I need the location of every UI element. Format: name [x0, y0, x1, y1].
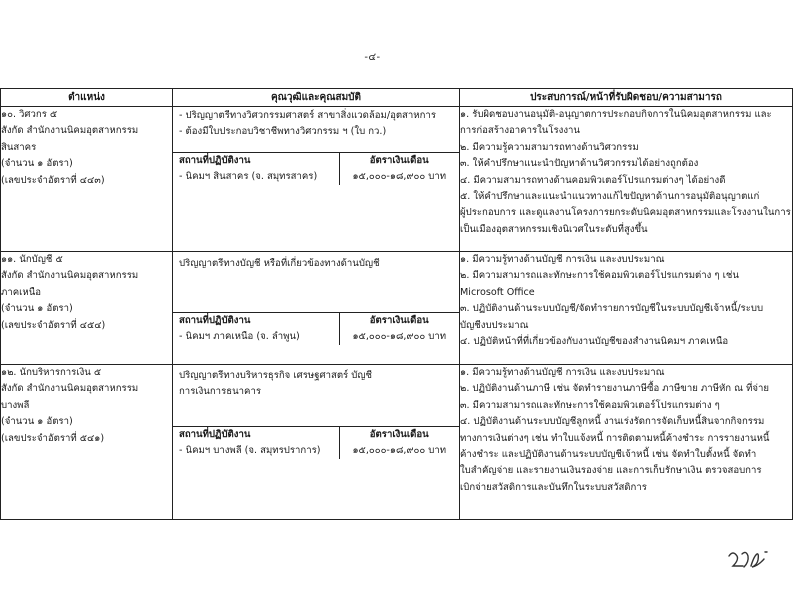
- experience-line: ๒. มีความรู้ความสามารถทางด้านวิศวกรรม: [460, 141, 639, 153]
- salary-block: [339, 153, 459, 186]
- experience-line: ค้างชำระ และปฏิบัติงานด้านระบบบัญชีเจ้าหนี้ เช่น จัดทำใบตั้งหนี้ จัดทำ: [460, 449, 757, 461]
- workplace-heading: สถานที่ปฏิบัติงาน: [179, 315, 251, 326]
- salary-block: [339, 313, 459, 346]
- qualification-line: - ต้องมีใบประกอบวิชาชีพทางวิศวกรรม ฯ (ใบ กว.): [179, 126, 387, 138]
- header-experience: ประสบการณ์/หน้าที่รับผิดชอบ/ความสามารถ: [460, 89, 793, 107]
- header-qualification: คุณวุฒิและคุณสมบัติ: [173, 89, 460, 107]
- salary-value: ๑๕,๐๐๐-๑๘,๙๐๐ บาท: [352, 331, 447, 342]
- salary-heading: อัตราเงินเดือน: [369, 155, 429, 166]
- workplace-value: - นิคมฯ สินสาคร (จ. สมุทรสาคร): [179, 171, 318, 182]
- position-line: สินสาคร: [1, 141, 37, 153]
- workplace-value: - นิคมฯ ภาคเหนือ (จ. ลำพูน): [179, 331, 300, 342]
- page-number: -๔-: [364, 52, 381, 63]
- position-line: สังกัด สำนักงานนิคมอุตสาหกรรม: [1, 383, 139, 395]
- qualification-cell: [173, 365, 460, 520]
- experience-line: ๒. ปฏิบัติงานด้านภาษี เช่น จัดทำรายงานภาษีซื้อ ภาษีขาย ภาษีหัก ณ ที่จ่าย: [460, 383, 770, 395]
- position-cell: [1, 252, 173, 365]
- position-line: (จำนวน ๑ อัตรา): [1, 158, 73, 170]
- experience-line: บัญชีงบประมาณ: [460, 319, 529, 331]
- workplace-block: [173, 313, 339, 346]
- position-line: (เลขประจำอัตราที่ ๔๕๔): [1, 319, 106, 331]
- salary-heading: อัตราเงินเดือน: [369, 429, 429, 440]
- workplace-salary-table: [173, 426, 459, 459]
- qualification-text: [173, 107, 459, 152]
- position-line: ภาคเหนือ: [1, 286, 42, 298]
- qualification-cell: [173, 252, 460, 365]
- table-row: [1, 365, 793, 520]
- workplace-salary-table: [173, 312, 459, 345]
- qualification-line: ปริญญาตรีทางบริหารธุรกิจ เศรษฐศาสตร์ บัญชี: [179, 370, 373, 381]
- position-line: สังกัด สำนักงานนิคมอุตสาหกรรม: [1, 270, 139, 282]
- handwritten-signature: [725, 546, 775, 574]
- salary-block: [339, 427, 459, 460]
- position-line: (จำนวน ๑ อัตรา): [1, 416, 73, 428]
- experience-line: ๑. มีความรู้ทางด้านบัญชี การเงิน และงบประมาณ: [460, 367, 665, 378]
- position-line: ๑๑. นักบัญชี ๕: [1, 254, 63, 265]
- position-line: ๑๐. วิศวกร ๕: [1, 109, 58, 120]
- experience-line: ๑. มีความรู้ทางด้านบัญชี การเงิน และงบประมาณ: [460, 254, 665, 265]
- experience-cell: [460, 107, 793, 252]
- position-line: (เลขประจำอัตราที่ ๔๔๓): [1, 174, 105, 186]
- experience-line: ๔. มีความสามารถทางด้านคอมพิวเตอร์โปรแกรมต่างๆ ได้อย่างดี: [460, 174, 726, 186]
- header-position: ตำแหน่ง: [1, 89, 173, 107]
- workplace-block: [173, 153, 339, 186]
- position-line: (เลขประจำอัตราที่ ๕๔๑): [1, 432, 105, 444]
- workplace-value: - นิคมฯ บางพลี (จ. สมุทรปราการ): [179, 445, 321, 456]
- experience-line: ๔. ปฏิบัติหน้าที่ที่เกี่ยวข้องกับงานบัญชีของสำงานนิคมฯ ภาคเหนือ: [460, 336, 729, 348]
- workplace-heading: สถานที่ปฏิบัติงาน: [179, 155, 251, 166]
- workplace-salary-table: [173, 152, 459, 185]
- qualification-cell: [173, 107, 460, 252]
- table-row: [1, 252, 793, 365]
- position-cell: [1, 365, 173, 520]
- experience-line: ๔. ปฏิบัติงานด้านระบบบัญชีลูกหนี้ งานเร่งรัดการจัดเก็บหนี้สินจากกิจกรรม: [460, 416, 765, 428]
- position-line: ๑๒. นักบริหารการเงิน ๕: [1, 367, 102, 378]
- workplace-block: [173, 427, 339, 460]
- position-cell: [1, 107, 173, 252]
- salary-heading: อัตราเงินเดือน: [369, 315, 429, 326]
- experience-line: ๓. ปฏิบัติงานด้านระบบบัญชี/จัดทำรายการบัญชีในระบบบัญชีเจ้าหนี้/ระบบ: [460, 303, 764, 315]
- experience-line: ๕. ให้คำปรึกษาและแนะนำแนวทางแก้ไขปัญหาด้านการอนุมัติอนุญาตแก่: [460, 191, 760, 203]
- position-line: (จำนวน ๑ อัตรา): [1, 303, 73, 315]
- experience-cell: [460, 365, 793, 520]
- qualification-line: ปริญญาตรีทางบัญชี หรือที่เกี่ยวข้องทางด้านบัญชี: [179, 258, 380, 269]
- table-header-row: [1, 89, 793, 107]
- qualification-text: [173, 252, 459, 312]
- table-row: [1, 107, 793, 252]
- experience-line: ใบสำคัญจ่าย และรายงานเงินรองจ่าย และการเก็บรักษาเงิน ตรวจสอบการ: [460, 465, 762, 477]
- experience-line: เป็นเมืองอุตสาหกรรมเชิงนิเวศในระดับที่สูงขึ้น: [460, 223, 648, 235]
- qualification-line: - ปริญญาตรีทางวิศวกรรมศาสตร์ สาขาสิ่งแวดล้อม/อุตสาหการ: [179, 110, 436, 121]
- experience-line: ผู้ประกอบการ และดูแลงานโครงการยกระดับนิคมอุตสาหกรรมและโรงงานในการ: [460, 207, 791, 219]
- position-table: [0, 88, 793, 520]
- qualification-text: [173, 365, 459, 426]
- experience-line: ๒. มีความสามารถและทักษะการใช้คอมพิวเตอร์โปรแกรมต่าง ๆ เช่น: [460, 270, 739, 282]
- experience-line: ๓. มีความสามารถและทักษะการใช้คอมพิวเตอร์โปรแกรมต่าง ๆ: [460, 399, 720, 411]
- experience-line: การก่อสร้างอาคารในโรงงาน: [460, 125, 580, 137]
- workplace-heading: สถานที่ปฏิบัติงาน: [179, 429, 251, 440]
- experience-line: เบิกจ่ายสวัสดิการและบันทึกในระบบสวัสดิการ: [460, 481, 647, 493]
- experience-line: ๓. ให้คำปรึกษาแนะนำปัญหาด้านวิศวกรรมได้อย่างถูกต้อง: [460, 158, 699, 170]
- position-line: บางพลี: [1, 399, 30, 411]
- qualification-line: การเงินการธนาคาร: [179, 386, 261, 398]
- experience-cell: [460, 252, 793, 365]
- position-line: สังกัด สำนักงานนิคมอุตสาหกรรม: [1, 125, 139, 137]
- salary-value: ๑๕,๐๐๐-๑๘,๙๐๐ บาท: [352, 445, 447, 456]
- experience-line: ๑. รับผิดชอบงานอนุมัติ-อนุญาตการประกอบกิจการในนิคมอุตสาหกรรม และ: [460, 109, 772, 120]
- experience-line: ทางการเงินต่างๆ เช่น ทำใบแจ้งหนี้ การติดตามหนี้ค้างชำระ การรายงานหนี้: [460, 432, 770, 444]
- experience-line: Microsoft Office: [460, 286, 535, 298]
- salary-value: ๑๕,๐๐๐-๑๘,๙๐๐ บาท: [352, 171, 447, 182]
